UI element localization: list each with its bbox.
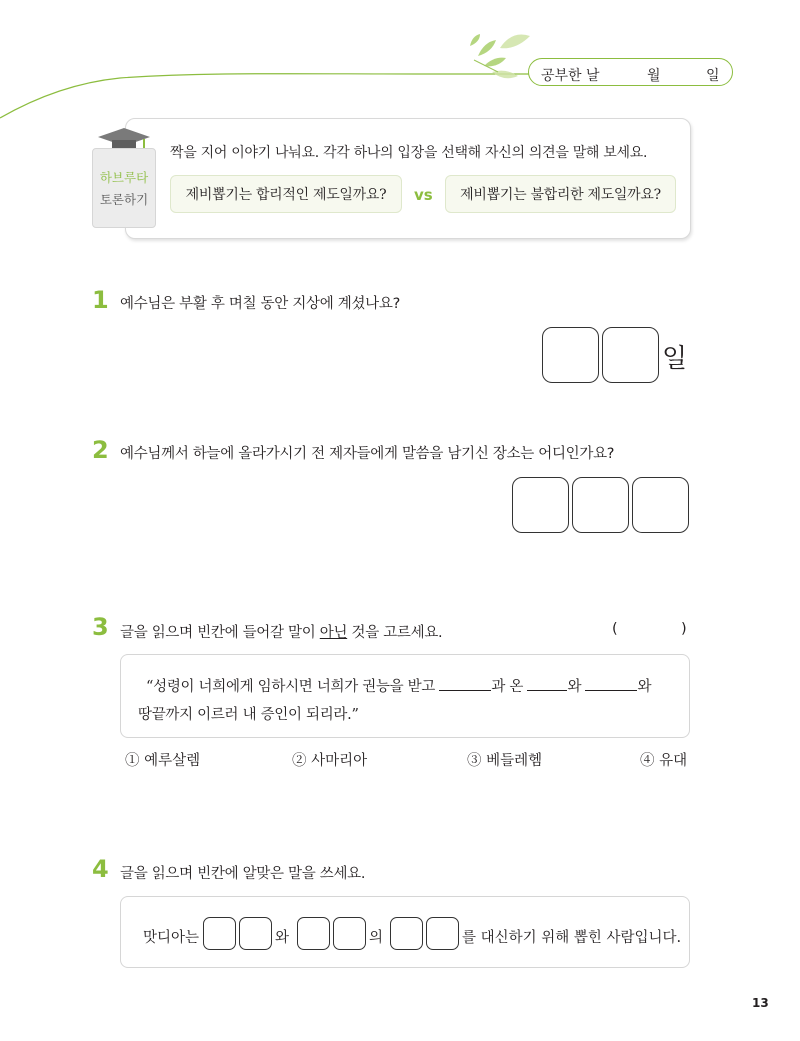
badge-subtitle: 토론하기 <box>99 192 149 207</box>
question-3-emphasis: 아닌 <box>319 625 348 641</box>
blank-line <box>527 678 567 691</box>
day-label: 일 <box>706 68 720 84</box>
badge-title: 하브루타 <box>99 170 149 185</box>
quote-box <box>120 654 690 738</box>
answer-blank[interactable] <box>624 617 678 639</box>
page-number: 13 <box>752 996 769 1010</box>
connector-1: 와 <box>275 930 290 946</box>
versus-label: vs <box>414 186 433 204</box>
quote-text: “성령이 너희에게 임하시면 너희가 권능을 받고 <box>146 679 440 695</box>
leaf-icon <box>470 34 530 78</box>
answer-box[interactable] <box>542 327 599 383</box>
answer-box[interactable] <box>572 477 629 533</box>
sentence-end: 를 대신하기 위해 뽑힌 사람입니다. <box>462 930 682 946</box>
question-2-number: 2 <box>92 436 109 464</box>
option-left: 제비뽑기는 합리적인 제도일까요? <box>170 175 402 213</box>
connector-2: 의 <box>369 930 384 946</box>
question-2-text: 예수님께서 하늘에 올라가시기 전 제자들에게 말씀을 남기신 장소는 어디인가요? <box>120 446 615 462</box>
question-3-number: 3 <box>92 613 109 641</box>
choice-3[interactable]: ③ 베들레헴 <box>467 753 543 769</box>
question-4-text: 글을 읽으며 빈칸에 알맞은 말을 쓰세요. <box>120 866 366 882</box>
answer-unit: 일 <box>662 344 688 374</box>
quote-text: 과 온 <box>491 679 528 695</box>
study-date-field <box>528 58 733 86</box>
question-1-text: 예수님은 부활 후 며칠 동안 지상에 계셨나요? <box>120 296 400 312</box>
answer-box[interactable] <box>390 917 423 950</box>
month-label: 월 <box>647 68 661 84</box>
answer-paren-open: ( <box>612 621 618 637</box>
quote-line-1 <box>146 675 651 696</box>
answer-paren-close: ) <box>681 621 687 637</box>
sentence-start: 맛디아는 <box>143 930 200 946</box>
blank-line <box>585 678 637 691</box>
blank-line <box>439 678 491 691</box>
answer-box[interactable] <box>602 327 659 383</box>
answer-box[interactable] <box>632 477 689 533</box>
study-date-label: 공부한 날 <box>541 68 600 84</box>
question-1-number: 1 <box>92 286 109 314</box>
option-right: 제비뽑기는 불합리한 제도일까요? <box>445 175 676 213</box>
answer-box[interactable] <box>426 917 459 950</box>
question-3-text <box>120 621 442 642</box>
answer-box[interactable] <box>512 477 569 533</box>
answer-box[interactable] <box>239 917 272 950</box>
question-3-text-part: 글을 읽으며 빈칸에 들어갈 말이 <box>120 625 320 641</box>
discussion-instruction: 짝을 지어 이야기 나눠요. 각각 하나의 입장을 선택해 자신의 의견을 말해 보세요. <box>170 145 648 161</box>
answer-box[interactable] <box>333 917 366 950</box>
choice-1[interactable]: ① 예루살렘 <box>125 753 201 769</box>
quote-text: 와 <box>637 679 652 695</box>
answer-box[interactable] <box>203 917 236 950</box>
question-3-text-part: 것을 고르세요. <box>347 625 443 641</box>
debate-badge <box>92 148 156 228</box>
answer-box[interactable] <box>297 917 330 950</box>
choice-4[interactable]: ④ 유대 <box>640 753 688 769</box>
quote-text: 와 <box>567 679 586 695</box>
question-4-number: 4 <box>92 855 109 883</box>
quote-line-2: 땅끝까지 이르러 내 증인이 되리라.” <box>138 707 359 723</box>
choice-2[interactable]: ② 사마리아 <box>292 753 368 769</box>
